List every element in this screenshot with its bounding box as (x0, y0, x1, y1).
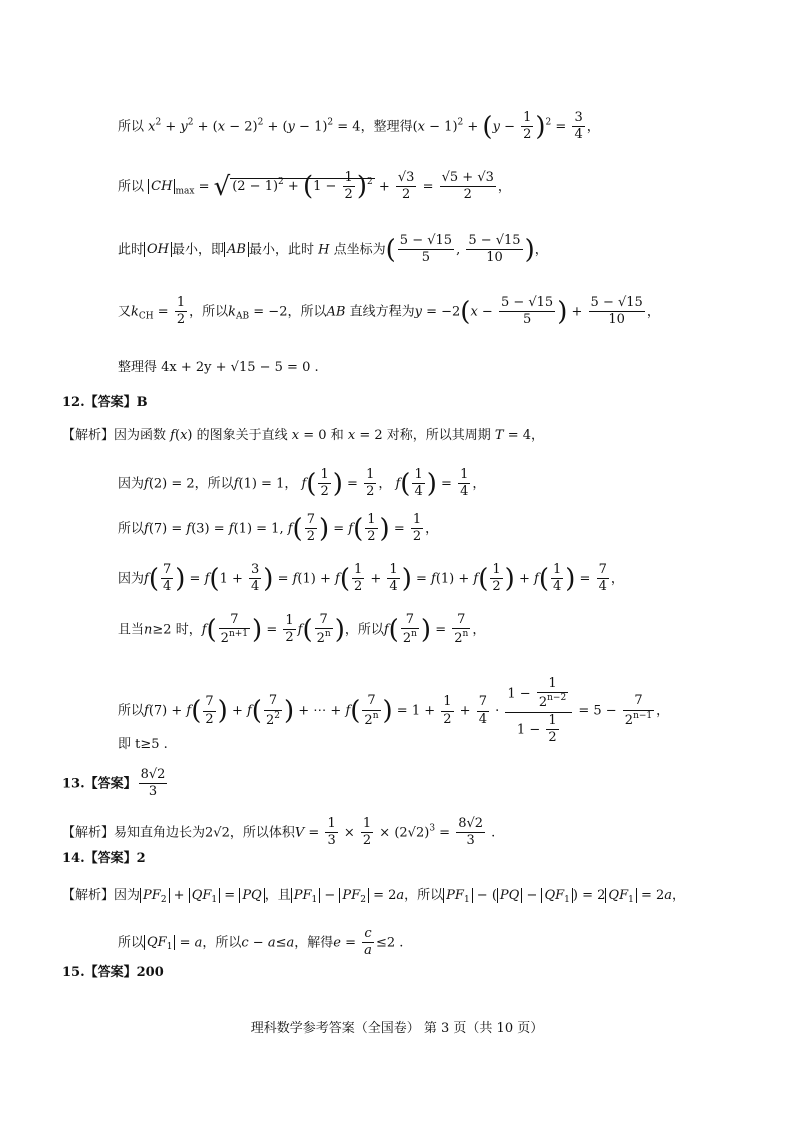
text: 点坐标为 (333, 242, 386, 258)
q14-line-1: 【解析】因为 $PF_2 + QF_1$ = PQ ，且 $PF_1 - PF_2 = 2a$，所以 $PF_1$ − ( PQ − $QF_1$ ) = 2 $QF_1 = 2a$， (62, 888, 686, 905)
q13-answer: 13.【答案】 $\frac{8√2}{3}$ (62, 767, 166, 800)
text: ，所以 (194, 476, 234, 492)
text: 因为函数 (114, 428, 167, 443)
text: ，且 (264, 888, 291, 903)
text: ，解得 (294, 935, 334, 951)
text: 所以 (118, 935, 145, 951)
text: 最小，即 (172, 242, 225, 258)
text: 且当 (118, 622, 145, 638)
text: ，所以 (287, 304, 327, 320)
q12-answer: 12.【答案】B (62, 395, 148, 410)
analysis-label: 【解析】 (62, 428, 115, 443)
text: 因为 (114, 888, 141, 903)
text: 又 (118, 304, 132, 320)
text: 的图象关于直线 (196, 428, 288, 443)
text: 最小，此时 (248, 242, 314, 258)
q15-answer: 15.【答案】200 (62, 965, 164, 980)
solution-line-2: 所以 CH $_{max}$ = √ $(2 - 1)^2 + (1$ − $\frac{1}{2}$ )$^2$ + $\frac{√3}{2}$ = $\frac{√5 + √3}{2}$ ， (118, 170, 511, 203)
solution-line-3: 此时 OH 最小，即 AB 最小，此时 H 点坐标为( $\frac{5 - √15}{5}$ , $\frac{5 - √15}{10}$ )， (118, 233, 548, 266)
text: 和 (330, 428, 344, 443)
text: 因为 (118, 476, 145, 492)
solution-line-5: 整理得 4x + 2y + √15 − 5 = 0 . (118, 360, 319, 375)
q14-line-2: 所以 $QF_1 = a$，所以c − a≤a，解得e = $\frac{c}{a}$ ≤2 . (118, 926, 404, 959)
analysis-label: 【解析】 (62, 888, 115, 903)
text: ，整理得 (360, 119, 413, 135)
text: 所以 (118, 119, 145, 135)
text: ，所以 (344, 622, 384, 638)
text: 此时 (118, 242, 145, 258)
q12-line-1: 【解析】因为函数 f(x) 的图象关于直线 x = 0 和 x = 2 对称，所以其周期 T = 4， (62, 428, 545, 443)
q14-answer: 14.【答案】2 (62, 851, 146, 866)
text: 所以 (118, 703, 145, 719)
text: 直线方程为 (349, 304, 415, 320)
q12-line-4: 因为f( $\frac{7}{4}$ ) = f(1 + $\frac{3}{4}$ ) = f(1) + f( $\frac{1}{2}$ + $\frac{1}{4}$ ) = f(1) + f( $\frac{1}{2}$ ) + f( $\frac{1}{4}$ ) = $\frac{7}{4}$ ， (118, 562, 624, 595)
q12-line-7: 即 t≥5 . (118, 737, 168, 752)
text: 所以 (118, 179, 145, 195)
q12-line-3: 所以f(7) = f(3) = f(1) = 1, f( $\frac{7}{2}$ ) = f( $\frac{1}{2}$ ) = $\frac{1}{2}$ ， (118, 512, 439, 545)
text: ，所以 (202, 935, 242, 951)
text: ，所以 (404, 888, 444, 903)
q12-line-6: 所以f(7) + f( $\frac{7}{2}$ ) + f( $\frac{7}{2^2}$ ) + ⋯ + f( $\frac{7}{2^n}$ ) = 1 + $\frac{1}{2}$ + $\frac{7}{4}$ · 1 − $\frac{1}{2^{n-2}}$ 1 − $\frac{1}{2}$ = 5 − $\frac{7}{2^{n-1}}$ ， (118, 676, 670, 745)
q12-line-2: 因为f(2) = 2，所以f(1) = 1， f( $\frac{1}{2}$ ) = $\frac{1}{2}$ ， f( $\frac{1}{4}$ ) = $\frac{1}{4}$ ， (118, 467, 486, 500)
page-footer: 理科数学参考答案（全国卷） 第 3 页（共 10 页） (250, 1021, 544, 1036)
text: 对称，所以其周期 (386, 428, 491, 443)
text: ，所以体积 (229, 825, 295, 841)
q12-line-5: 且当n≥2 时，f( $\frac{7}{2^{n+1}}$ ) = $\frac{1}{2}$ f( $\frac{7}{2^n}$ )，所以f( $\frac{7}{2^n}$ ) = $\frac{7}{2^n}$ ， (118, 612, 486, 647)
answer-label: 13.【答案】 (62, 776, 137, 792)
analysis-label: 【解析】 (62, 825, 115, 841)
text: 所以 (118, 521, 145, 537)
text: 易知直角边长为 (114, 825, 206, 841)
solution-line-4: 又$k_{CH}$ = $\frac{1}{2}$ ，所以$k_{AB} = -2$，所以AB 直线方程为y = −2(x − $\frac{5 - √15}{5}$ ) + $\frac{5 - √15}{10}$ ， (118, 295, 660, 328)
q13-line-1: 【解析】易知直角边长为2√2，所以体积V = $\frac{1}{3}$ × $\frac{1}{2}$ × $(2√2)^3$ = $\frac{8√2}{3}$ . (62, 816, 496, 849)
text: 因为 (118, 571, 145, 587)
text: ，所以 (189, 304, 229, 320)
text: 时， (175, 622, 202, 638)
solution-line-1: 所以 $x^2 + y^2 + (x - 2)^2 + (y - 1)^2 = 4$，整理得$(x - 1)^2 + (y$ − $\frac{1}{2}$ )$^2$ = $\frac{3}{4}$ ， (118, 110, 600, 143)
